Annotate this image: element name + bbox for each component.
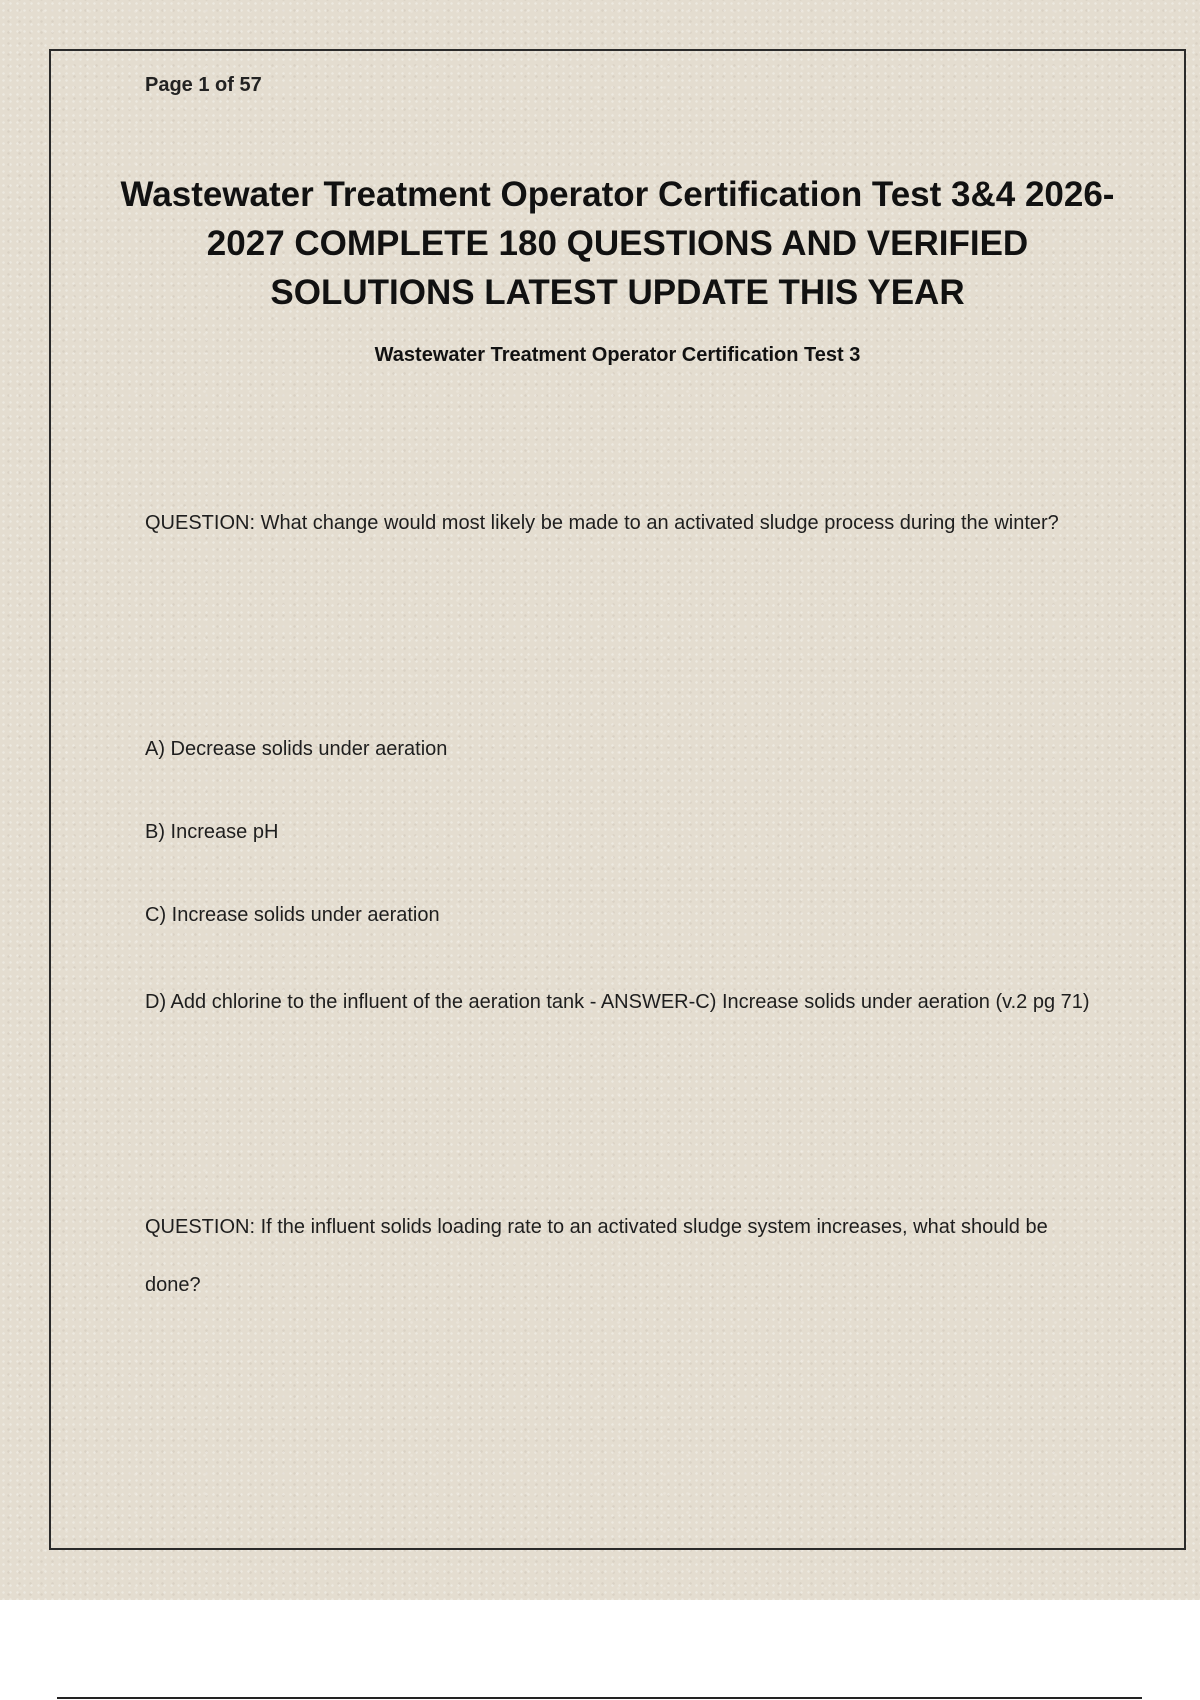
question-2-text: QUESTION: If the influent solids loading rate to an activated sludge system increases, what should be done? [145, 1216, 1048, 1296]
question-1-option-c: C) Increase solids under aeration [145, 904, 440, 926]
footer-divider [57, 1697, 1142, 1699]
question-1-option-b: B) Increase pH [145, 821, 279, 843]
page-number: Page 1 of 57 [145, 74, 262, 96]
question-1-option-a: A) Decrease solids under aeration [145, 738, 448, 760]
question-1-option-d-answer: D) Add chlorine to the influent of the aeration tank - ANSWER-C) Increase solids under aeration (v.2 pg 71) [145, 991, 1090, 1013]
document-title: Wastewater Treatment Operator Certification Test 3&4 2026-2027 COMPLETE 180 QUESTIONS AND VERIFIED SOLUTIONS LATEST UPDATE THIS YEAR [120, 175, 1115, 312]
document-subtitle: Wastewater Treatment Operator Certification Test 3 [374, 344, 861, 366]
question-1-text: QUESTION: What change would most likely be made to an activated sludge process during the winter? [145, 512, 1059, 534]
